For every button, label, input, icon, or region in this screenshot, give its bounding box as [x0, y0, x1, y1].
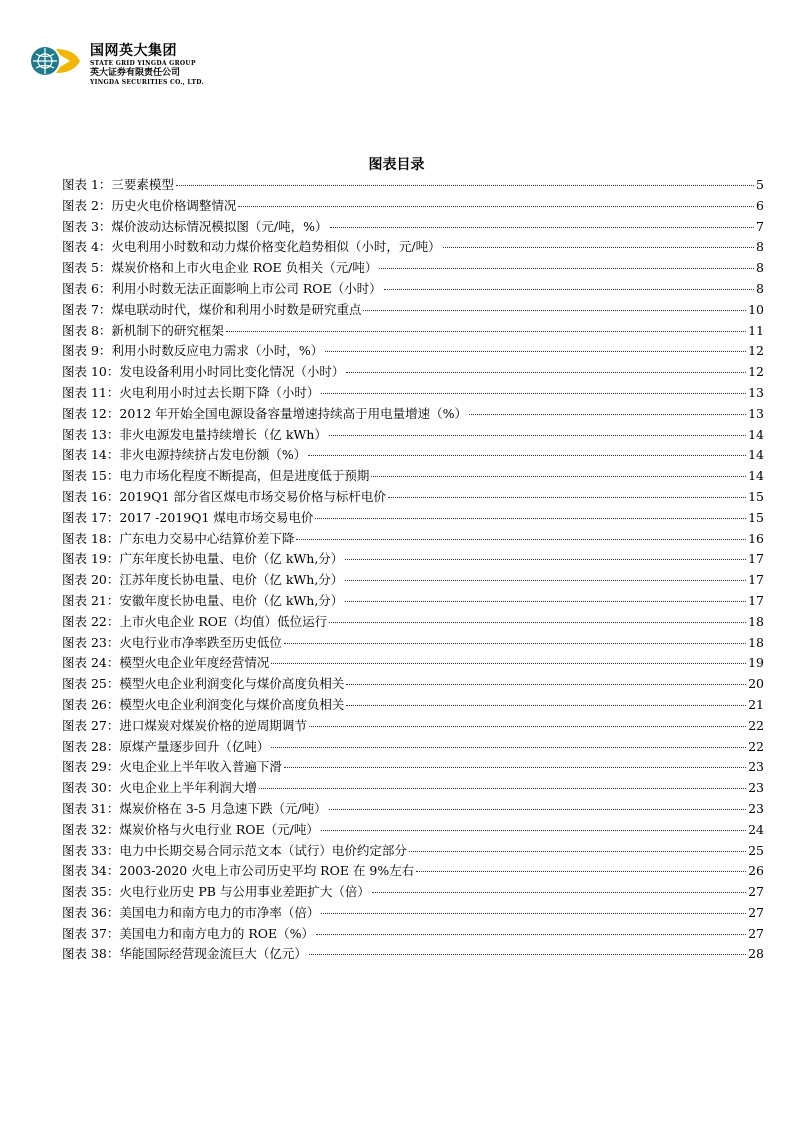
toc-entry-page[interactable]: 23	[748, 759, 764, 775]
toc-entry[interactable]	[62, 383, 764, 404]
page-header	[30, 44, 330, 84]
toc-entry-label[interactable]: 图表 21：安徽年度长协电量、电价（亿 kWh,分）	[62, 592, 344, 608]
toc-entry[interactable]	[62, 944, 764, 965]
toc-entry-page[interactable]: 16	[748, 530, 764, 546]
toc-dot-leader	[321, 830, 746, 831]
toc-entry-page[interactable]: 11	[748, 322, 764, 338]
toc-dot-leader	[176, 185, 754, 186]
toc-entry-label[interactable]: 图表 10：发电设备利用小时同比变化情况（小时）	[62, 364, 345, 380]
toc-entry-label[interactable]: 图表 38：华能国际经营现金流巨大（亿元）	[62, 946, 307, 962]
brand-name-en: STATE GRID YINGDA GROUP	[90, 60, 196, 67]
toc-entry-page[interactable]: 12	[748, 364, 764, 380]
toc-entry[interactable]	[62, 882, 764, 903]
toc-entry[interactable]	[62, 404, 764, 425]
toc-entry-label[interactable]: 图表 18：广东电力交易中心结算价差下降	[62, 530, 295, 546]
toc-entry-page[interactable]: 17	[748, 572, 764, 588]
toc-entry-label[interactable]: 图表 15：电力市场化程度不断提高，但是进度低于预期	[62, 468, 370, 484]
toc-dot-leader	[409, 851, 746, 852]
toc-entry-label[interactable]: 图表 24：模型火电企业年度经营情况	[62, 655, 270, 671]
toc-entry-label[interactable]: 图表 37：美国电力和南方电力的 ROE（%）	[62, 925, 315, 941]
company-name-en: YINGDA SECURITIES CO., LTD.	[90, 79, 204, 86]
toc-dot-leader	[325, 351, 746, 352]
toc-dot-leader	[309, 954, 746, 955]
toc-entry[interactable]	[62, 487, 764, 508]
brand-block	[90, 44, 204, 86]
toc-entry[interactable]	[62, 237, 764, 258]
toc-entry-page[interactable]: 18	[748, 613, 764, 629]
toc-dot-leader	[345, 580, 746, 581]
toc-entry[interactable]	[62, 778, 764, 799]
toc-entry-label[interactable]: 图表 22：上市火电企业 ROE（均值）低位运行	[62, 613, 328, 629]
toc-dot-leader	[321, 913, 746, 914]
toc-entry[interactable]	[62, 861, 764, 882]
toc-entry[interactable]	[62, 300, 764, 321]
toc-entry[interactable]	[62, 279, 764, 300]
toc-entry-page[interactable]: 14	[748, 426, 764, 442]
toc-entry-label[interactable]: 图表 31：煤炭价格在 3-5 月急速下跌（元/吨）	[62, 800, 327, 816]
toc-entry[interactable]	[62, 757, 764, 778]
toc-entry-page[interactable]: 14	[748, 447, 764, 463]
toc-entry-page[interactable]: 19	[748, 655, 764, 671]
toc-entry-label[interactable]: 图表 20：江苏年度长协电量、电价（亿 kWh,分）	[62, 572, 344, 588]
toc-entry[interactable]	[62, 633, 764, 654]
toc-entry-page[interactable]: 7	[756, 218, 764, 234]
toc-entry-page[interactable]: 22	[748, 738, 764, 754]
toc-entry-label[interactable]: 图表 6：利用小时数无法正面影响上市公司 ROE（小时）	[62, 280, 382, 296]
toc-entry-label[interactable]: 图表 11：火电利用小时过去长期下降（小时）	[62, 384, 320, 400]
toc-entry[interactable]	[62, 799, 764, 820]
toc-entry-label[interactable]: 图表 12：2012 年开始全国电源设备容量增速持续高于用电量增速（%）	[62, 405, 468, 421]
toc-entry[interactable]	[62, 445, 764, 466]
toc-entry-label[interactable]: 图表 7：煤电联动时代，煤价和利用小时数是研究重点	[62, 301, 362, 317]
toc-dot-leader	[259, 788, 746, 789]
toc-entry[interactable]	[62, 924, 764, 945]
toc-entry[interactable]	[62, 529, 764, 550]
toc-dot-leader	[346, 684, 746, 685]
toc-dot-leader	[345, 601, 746, 602]
toc-entry-page[interactable]: 12	[748, 343, 764, 359]
toc-entry[interactable]	[62, 196, 764, 217]
toc-dot-leader	[346, 372, 746, 373]
toc-entry-page[interactable]: 25	[748, 842, 764, 858]
toc-entry-label[interactable]: 图表 30：火电企业上半年利润大增	[62, 780, 257, 796]
brand-name-cn: 国网英大集团	[90, 43, 177, 59]
toc-entry-label[interactable]: 图表 36：美国电力和南方电力的市净率（倍）	[62, 904, 320, 920]
toc-dot-leader	[329, 809, 746, 810]
toc-dot-leader	[416, 871, 746, 872]
toc-dot-leader	[346, 705, 746, 706]
toc-entry-page[interactable]: 26	[748, 863, 764, 879]
toc-dot-leader	[329, 622, 746, 623]
toc-dot-leader	[372, 892, 746, 893]
toc-entry[interactable]	[62, 362, 764, 383]
toc-entry[interactable]	[62, 737, 764, 758]
toc-dot-leader	[371, 476, 746, 477]
toc-entry-page[interactable]: 20	[748, 676, 764, 692]
toc-dot-leader	[379, 268, 754, 269]
toc-entry[interactable]	[62, 175, 764, 196]
toc-entry-page[interactable]: 8	[756, 260, 764, 276]
toc-entry-page[interactable]: 5	[756, 177, 764, 192]
toc-entry[interactable]	[62, 425, 764, 446]
toc-entry-label[interactable]: 图表 5：煤炭价格和上市火电企业 ROE 负相关（元/吨）	[62, 260, 378, 276]
toc-entry-label[interactable]: 图表 32：煤炭价格与火电行业 ROE（元/吨）	[62, 821, 319, 837]
toc-entry-label[interactable]: 图表 16：2019Q1 部分省区煤电市场交易价格与标杆电价	[62, 488, 386, 504]
toc-entry-label[interactable]: 图表 17：2017 -2019Q1 煤电市场交易电价	[62, 509, 314, 525]
toc-entry-label[interactable]: 图表 27：进口煤炭对煤炭价格的逆周期调节	[62, 717, 307, 733]
toc-entry[interactable]	[62, 612, 764, 633]
toc-dot-leader	[238, 206, 754, 207]
toc-entry-page[interactable]: 14	[748, 468, 764, 484]
toc-entry-page[interactable]: 8	[756, 239, 764, 255]
toc-entry[interactable]	[62, 716, 764, 737]
toc-entry[interactable]	[62, 570, 764, 591]
toc-dot-leader	[308, 455, 746, 456]
toc-entry-page[interactable]: 18	[748, 634, 764, 650]
toc-dot-leader	[271, 663, 746, 664]
toc-entry-page[interactable]: 27	[748, 904, 764, 920]
toc-entry-page[interactable]: 6	[756, 197, 764, 213]
toc-dot-leader	[443, 247, 754, 248]
toc-entry[interactable]	[62, 258, 764, 279]
toc-dot-leader	[309, 726, 746, 727]
toc-dot-leader	[321, 393, 746, 394]
toc-entry-page[interactable]: 28	[748, 946, 764, 962]
toc-entry[interactable]	[62, 820, 764, 841]
toc-entry-label[interactable]: 图表 2：历史火电价格调整情况	[62, 197, 237, 213]
toc-entry[interactable]	[62, 508, 764, 529]
toc-dot-leader	[284, 643, 746, 644]
toc-entry-page[interactable]: 22	[748, 717, 764, 733]
toc-entry-label[interactable]: 图表 29：火电企业上半年收入普遍下滑	[62, 759, 282, 775]
toc-dot-leader	[330, 227, 755, 228]
table-of-figures	[62, 175, 764, 965]
toc-entry[interactable]	[62, 903, 764, 924]
toc-dot-leader	[315, 518, 746, 519]
toc-entry[interactable]	[62, 674, 764, 695]
toc-entry-page[interactable]: 24	[748, 821, 764, 837]
toc-dot-leader	[388, 497, 746, 498]
toc-entry-page[interactable]: 21	[748, 696, 764, 712]
toc-entry[interactable]	[62, 217, 764, 238]
toc-entry[interactable]	[62, 321, 764, 342]
toc-entry-page[interactable]: 17	[748, 592, 764, 608]
toc-entry-label[interactable]: 图表 19：广东年度长协电量、电价（亿 kWh,分）	[62, 551, 344, 567]
toc-entry[interactable]	[62, 653, 764, 674]
toc-entry-page[interactable]: 8	[756, 280, 764, 296]
toc-entry-label[interactable]: 图表 4：火电利用小时数和动力煤价格变化趋势相似（小时，元/吨）	[62, 239, 441, 255]
toc-entry-label[interactable]: 图表 33：电力中长期交易合同示范文本（试行）电价约定部分	[62, 842, 407, 858]
toc-entry-label[interactable]: 图表 25：模型火电企业利润变化与煤价高度负相关	[62, 676, 345, 692]
toc-entry-page[interactable]: 27	[748, 925, 764, 941]
toc-entry-page[interactable]: 15	[748, 509, 764, 525]
toc-entry-label[interactable]: 图表 1：三要素模型	[62, 177, 174, 192]
toc-entry[interactable]	[62, 549, 764, 570]
toc-entry-page[interactable]: 13	[748, 384, 764, 400]
toc-entry-label[interactable]: 图表 28：原煤产量逐步回升（亿吨）	[62, 738, 270, 754]
toc-entry-page[interactable]: 23	[748, 800, 764, 816]
toc-entry-page[interactable]: 23	[748, 780, 764, 796]
toc-dot-leader	[296, 539, 746, 540]
toc-entry-label[interactable]: 图表 26：模型火电企业利润变化与煤价高度负相关	[62, 696, 345, 712]
toc-dot-leader	[384, 289, 754, 290]
toc-entry-page[interactable]: 15	[748, 488, 764, 504]
toc-entry-label[interactable]: 图表 9：利用小时数反应电力需求（小时，%）	[62, 343, 324, 359]
toc-title: 图表目录	[368, 157, 425, 173]
toc-dot-leader	[329, 435, 746, 436]
toc-entry-label[interactable]: 图表 23：火电行业市净率跌至历史低位	[62, 634, 282, 650]
toc-entry-label[interactable]: 图表 8：新机制下的研究框架	[62, 322, 224, 338]
toc-entry-label[interactable]: 图表 14：非火电源持续挤占发电份额（%）	[62, 447, 307, 463]
toc-entry[interactable]	[62, 695, 764, 716]
toc-entry-label[interactable]: 图表 3：煤价波动达标情况模拟图（元/吨，%）	[62, 218, 328, 234]
toc-entry-page[interactable]: 13	[748, 405, 764, 421]
toc-dot-leader	[271, 747, 746, 748]
toc-dot-leader	[345, 559, 746, 560]
toc-dot-leader	[469, 414, 746, 415]
toc-dot-leader	[316, 934, 746, 935]
toc-dot-leader	[226, 331, 746, 332]
toc-entry[interactable]	[62, 591, 764, 612]
toc-entry-page[interactable]: 27	[748, 884, 764, 900]
toc-entry-label[interactable]: 图表 13：非火电源发电量持续增长（亿 kWh）	[62, 426, 327, 442]
toc-dot-leader	[363, 310, 746, 311]
toc-entry[interactable]	[62, 466, 764, 487]
toc-entry-label[interactable]: 图表 35：火电行业历史 PB 与公用事业差距扩大（倍）	[62, 884, 370, 900]
toc-entry-page[interactable]: 10	[748, 301, 764, 317]
toc-entry[interactable]	[62, 841, 764, 862]
state-grid-logo-icon	[30, 46, 82, 76]
toc-dot-leader	[284, 767, 746, 768]
toc-entry-page[interactable]: 17	[748, 551, 764, 567]
toc-entry[interactable]	[62, 341, 764, 362]
company-name-cn: 英大证券有限责任公司	[90, 68, 181, 78]
toc-entry-label[interactable]: 图表 34：2003-2020 火电上市公司历史平均 ROE 在 9%左右	[62, 863, 415, 879]
